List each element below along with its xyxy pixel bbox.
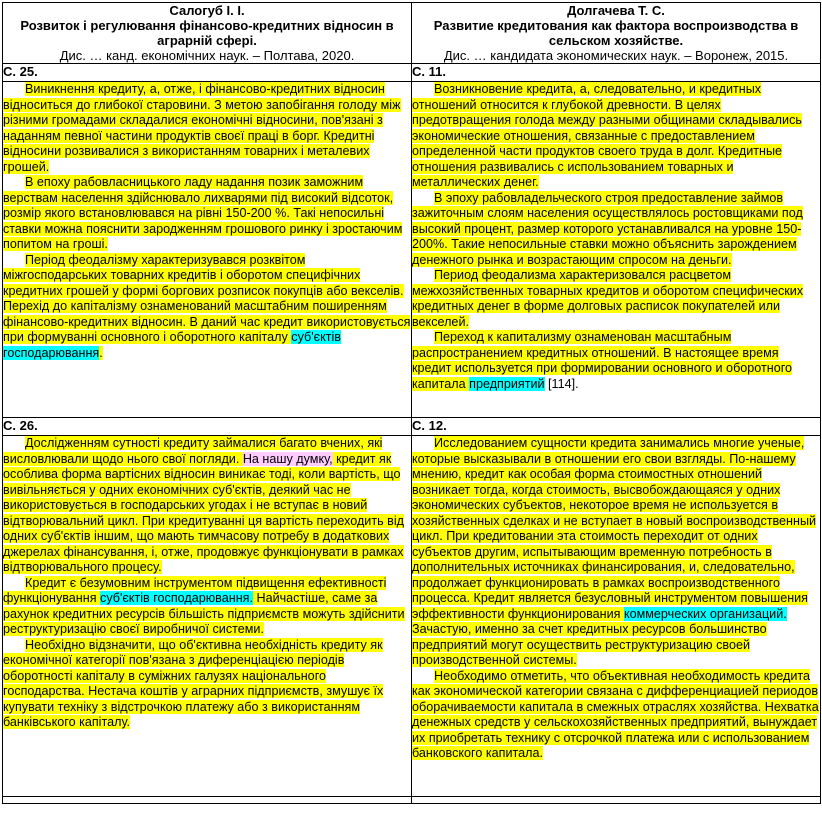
paragraph xyxy=(412,669,820,762)
left-source-header xyxy=(3,3,412,64)
text-run: Необхідно відзначити, що об'єктивна необхідність кредиту як економічної категорії пов'язана з диференціацією періодів оборотності капіталу в суміжних галузях національного господарства. Нестача коштів у аграрних підприємств, змушує їх купувати техніку з відстрочкою платежу або з використанням банківського капіталу. xyxy=(3,637,384,729)
text-run: В эпоху рабовладельческого строя предоставление займов зажиточным слоям населения осуществлялось ростовщиками под высокий процент, размер которого устанавливался на уровне 150-200%. Такие непосильные ставки можно объяснить зарождением денежного рынка и возрастающим спросом на деньги. xyxy=(412,190,803,267)
text-run: Зачастую, именно за счет кредитных ресурсов большинство предприятий могут осуществить реструктуризацию своей производственной системы. xyxy=(412,622,767,667)
right-meta: Дис. … кандидата экономических наук. – Воронеж, 2015. xyxy=(443,48,789,63)
right-source-header xyxy=(412,3,821,64)
paragraph xyxy=(412,191,820,269)
paragraph xyxy=(3,576,411,638)
text-run: Необходимо отметить, что объективная необходимость кредита как экономической категории связана с дифференциацией периодов оборачиваемости капитала в смежных отраслях хозяйства. Нехватка денежных средств у сельскохозяйственных предприятий, вынуждает их приобретать технику с отсрочкой платежа или с использованием банковского капитала. xyxy=(412,668,819,760)
text-run: [114]. xyxy=(544,376,579,391)
text-run: Виникнення кредиту, а, отже, і фінансово-кредитних відносин відноситься до глибокої старовини. З метою запобігання голоду між різними громадами складалися економічні відносини, пов'язані з наданням певної частини продуктів своєї праці в борг. Кредитні відносини розвивалися з використанням товарних і металевих грошей. xyxy=(3,82,401,174)
text-run: Період феодалізму характеризувався розквітом міжгосподарських товарних кредитів і оборотом специфічних кредитних грошей у формі боргових розписок покупців або векселів. Перехід до капіталізму ознаменований масштабним поширенням фінансово-кредитних відносин. В даний час кредит використовується при формуванні основного і оборотного капіталу xyxy=(3,252,411,344)
text-run: Исследованием сущности кредита занимались многие ученые, которые высказывали в отношении его свои взгляды. По-нашему мнению, кредит как особая форма стоимостных отношений возникает тогда, когда стоимость, высвобождающаяся у одних экономических субъектов, некоторое время не используется в хозяйственных сделках и не вступает в новый воспроизводственный цикл. При кредитовании эта стоимость переходит от одних субъектов другим, испытывающим временную потребность в дополнительных источниках финансирования, и, следовательно, продолжает функционировать в рамках воспроизводственного процесса. Кредит является безусловный инструментом повышения эффективности функционирования xyxy=(412,436,817,621)
highlighted-term: суб'єктів господарювання. xyxy=(100,591,253,605)
page-row-2 xyxy=(3,418,821,436)
paragraph xyxy=(3,175,411,253)
text-run: Возникновение кредита, а, следовательно, и кредитных отношений относится к глубокой древности. В целях предотвращения голода между разными общинами складывались экономические отношения, связанные с предоставлением определенной части продуктов своего труда в долг. Кредитные отношения развивались с использованием товарных и металлических денег. xyxy=(412,82,802,189)
paragraph xyxy=(3,82,411,175)
paragraph xyxy=(412,82,820,191)
right-text-cell xyxy=(412,436,821,797)
text-run: Кредит є безумовним інструментом підвищення ефективності функціонування xyxy=(3,575,387,605)
highlighted-phrase: На нашу думку, xyxy=(242,451,333,466)
left-text-cell xyxy=(3,436,412,797)
right-text-cell xyxy=(412,82,821,418)
left-text-cell xyxy=(3,82,412,418)
left-page-label: С. 25. xyxy=(3,64,412,82)
text-run: Переход к капитализму ознаменован масштабным распространением кредитных отношений. В настоящее время кредит используется при формировании основного и оборотного капитала xyxy=(412,330,793,391)
text-row-2 xyxy=(3,436,821,797)
right-page-label: С. 12. xyxy=(412,418,821,436)
text-run: Период феодализма характеризовался расцветом межхозяйственных товарных кредитов и оборотом специфических кредитных денег в форме долговых расписок покупателей или векселей. xyxy=(412,268,804,329)
highlighted-term: предприятий xyxy=(469,376,545,391)
bottom-cell-left xyxy=(3,797,412,804)
text-run: кредит як особлива форма вартісних відносин виникає тоді, коли вартість, що вивільняється у одних економічних суб'єктів, деякий час не використовується в господарських угодах і не вступає в новий відтворювальний цикл. При кредитуванні ця вартість переходить від одних суб'єктів іншим, що мають тимчасову потребу в додаткових джерелах фінансування, і, отже, продовжує функціонувати в рамках відтворювального процесу. xyxy=(3,451,405,574)
right-page-label: С. 11. xyxy=(412,64,821,82)
paragraph xyxy=(3,253,411,362)
text-row-1 xyxy=(3,82,821,418)
left-meta: Дис. … канд. економічних наук. – Полтава, 2020. xyxy=(59,48,355,63)
text-run: Дослідженням сутності кредиту займалися багато вчених, які висловлювали щодо нього свої погляди. xyxy=(3,436,383,466)
table-bottom-row xyxy=(3,797,821,804)
bottom-cell-right xyxy=(412,797,821,804)
paragraph xyxy=(3,638,411,731)
text-run: . xyxy=(99,345,103,360)
right-title: Развитие кредитования как фактора воспроизводства в сельском хозяйстве. xyxy=(433,18,799,48)
right-author: Долгачева Т. С. xyxy=(567,3,665,18)
text-run: В епоху рабовласницького ладу надання позик заможним верствам населення здійснювало лихварями під високий відсоток, розмір якого встановлювався на рівні 150-200 %. Такі непосильні ставки можна пояснити зародженням грошового ринку і зростаючим попитом на гроші. xyxy=(3,175,403,251)
paragraph xyxy=(412,268,820,330)
left-author: Салогуб І. І. xyxy=(169,3,245,18)
page-row-1 xyxy=(3,64,821,82)
text-run: Найчастіше, саме за рахунок кредитних ресурсів більшість підприємств можуть здійснити реструктуризацію своєї виробничої системи. xyxy=(3,591,405,636)
paragraph xyxy=(412,436,820,669)
header-row xyxy=(3,3,821,64)
left-page-label: С. 26. xyxy=(3,418,412,436)
paragraph xyxy=(3,436,411,576)
highlighted-term: суб'єктів господарювання xyxy=(3,330,341,360)
highlighted-term: коммерческих организаций. xyxy=(623,606,787,621)
comparison-table xyxy=(2,2,821,804)
left-title: Розвиток і регулювання фінансово-кредитних відносин в аграрній сфері. xyxy=(20,18,394,48)
paragraph xyxy=(412,330,820,392)
